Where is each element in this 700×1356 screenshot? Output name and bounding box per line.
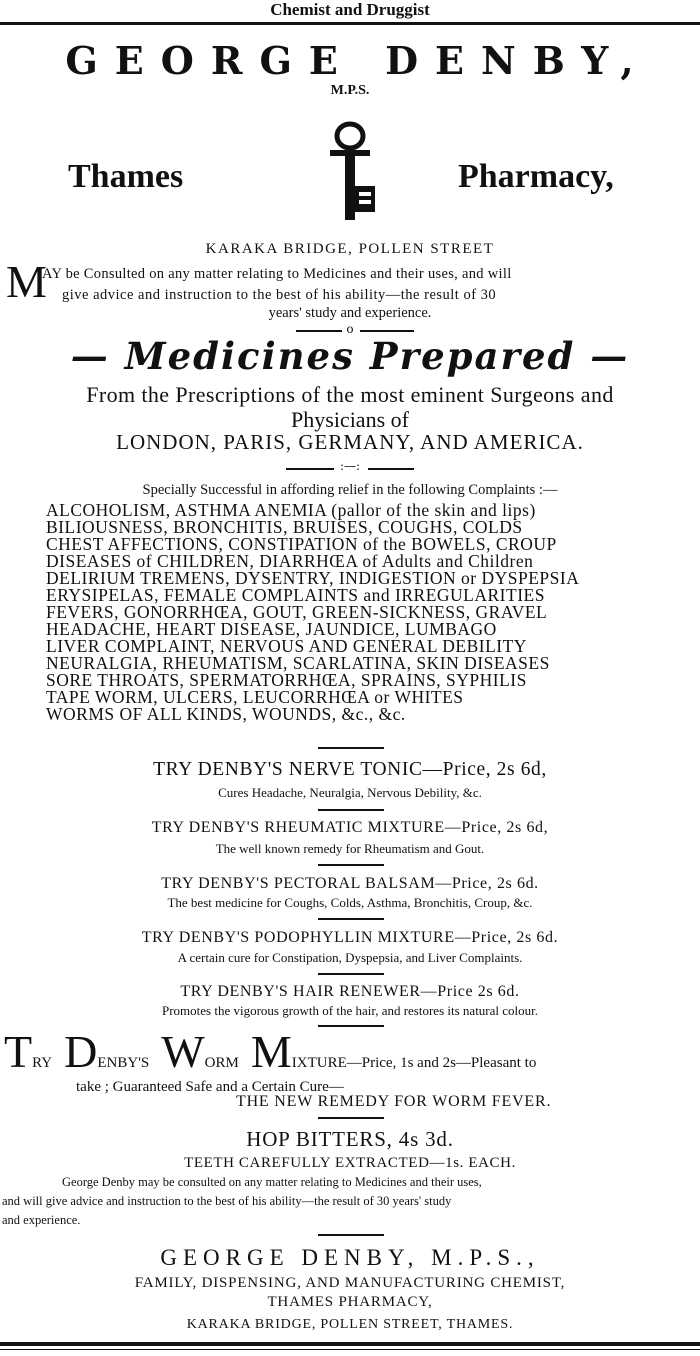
footer-line-3: KARAKA BRIDGE, POLLEN STREET, THAMES.	[186, 1317, 514, 1332]
key-icon	[324, 120, 380, 230]
pharmacy-name-left: Thames	[68, 158, 184, 195]
bottom-rule-thin	[0, 1349, 700, 1350]
rule-footer	[318, 1234, 384, 1236]
bottom-rule	[0, 1342, 700, 1346]
hair-renewer-title: TRY DENBY'S HAIR RENEWER—Price 2s 6d.	[180, 983, 520, 1000]
intro-line-1: AY be Consulted on any matter relating to Medicines and their uses, and will	[42, 266, 512, 282]
divider-1-mark: o	[346, 322, 354, 336]
divider-2-mark: :—:	[339, 459, 361, 473]
footer-name: GEORGE DENBY, M.P.S.,	[160, 1245, 540, 1270]
divider-2-right	[368, 468, 414, 470]
consult-line-1: George Denby may be consulted on any matter relating to Medicines and their uses,	[62, 1175, 482, 1189]
hop-bitters-title: HOP BITTERS, 4s 3d.	[246, 1127, 454, 1151]
section-header: Chemist and Druggist	[270, 0, 430, 19]
complaints-intro: Specially Successful in affording relief in the following Complaints :—	[142, 482, 558, 498]
intro-line-3: years' study and experience.	[268, 305, 432, 321]
rheumatic-desc: The well known remedy for Rheumatism and Gout.	[215, 841, 485, 856]
complaint-line: TAPE WORM, ULCERS, LEUCORRHŒA or WHITES	[46, 687, 464, 707]
worm-cap-t: T	[4, 1026, 33, 1077]
worm-word-ry: RY	[32, 1055, 53, 1071]
worm-mixture-line-1	[4, 1026, 537, 1077]
podophyllin-desc: A certain cure for Constipation, Dyspepsia, and Liver Complaints.	[177, 950, 523, 965]
worm-cap-d: D	[64, 1026, 98, 1077]
complaint-line: HEADACHE, HEART DISEASE, JAUNDICE, LUMBAGO	[46, 619, 497, 639]
worm-mixture-line-3: THE NEW REMEDY FOR WORM FEVER.	[236, 1093, 552, 1110]
complaint-line: DISEASES of CHILDREN, DIARRHŒA of Adults and Children	[46, 551, 534, 571]
worm-mixture-line-2: take ; Guaranteed Safe and a Certain Cure—	[76, 1079, 344, 1095]
teeth-extraction: TEETH CAREFULLY EXTRACTED—1s. EACH.	[184, 1155, 516, 1171]
divider-1-right	[360, 330, 414, 332]
rule-nerve	[318, 809, 384, 811]
rule-pectoral	[318, 918, 384, 920]
complaint-line: CHEST AFFECTIONS, CONSTIPATION of the BOWELS, CROUP	[46, 534, 557, 554]
complaint-line: ALCOHOLISM, ASTHMA ANEMIA (pallor of the skin and lips)	[46, 500, 536, 520]
rule-podophyllin	[318, 973, 384, 975]
proprietor-name: GEORGE DENBY,	[65, 38, 651, 83]
worm-word-orm: ORM	[204, 1055, 239, 1071]
podophyllin-title: TRY DENBY'S PODOPHYLLIN MIXTURE—Price, 2s 6d.	[141, 929, 559, 946]
pharmacy-name-right: Pharmacy,	[458, 158, 614, 195]
nerve-tonic-title: TRY DENBY'S NERVE TONIC—Price, 2s 6d,	[153, 759, 547, 780]
pectoral-title: TRY DENBY'S PECTORAL BALSAM—Price, 2s 6d.	[161, 875, 539, 892]
rule-worm	[318, 1117, 384, 1119]
top-rule	[0, 22, 700, 25]
complaint-line: SORE THROATS, SPERMATORRHŒA, SPRAINS, SYPHILIS	[46, 670, 527, 690]
complaint-line: LIVER COMPLAINT, NERVOUS AND GENERAL DEBILITY	[46, 636, 527, 656]
hair-renewer-desc: Promotes the vigorous growth of the hair, and restores its natural colour.	[161, 1003, 539, 1018]
medicines-heading: — Medicines Prepared —	[70, 334, 630, 378]
worm-word-enbys: ENBY'S	[97, 1055, 150, 1071]
pectoral-desc: The best medicine for Coughs, Colds, Asthma, Bronchitis, Croup, &c.	[167, 895, 533, 910]
complaints-list	[46, 502, 696, 723]
footer-line-2: THAMES PHARMACY,	[267, 1294, 433, 1310]
rule-rheumatic	[318, 864, 384, 866]
complaint-line: ERYSIPELAS, FEMALE COMPLAINTS and IRREGULARITIES	[46, 585, 545, 605]
prescriptions-line-1: From the Prescriptions of the most eminent Surgeons and	[86, 382, 614, 407]
worm-cap-m: M	[250, 1026, 292, 1077]
complaint-line: NEURALGIA, RHEUMATISM, SCARLATINA, SKIN DISEASES	[46, 653, 550, 673]
prescriptions-line-3: LONDON, PARIS, GERMANY, AND AMERICA.	[116, 430, 584, 454]
worm-cap-w: W	[161, 1026, 205, 1077]
intro-dropcap: M	[6, 256, 47, 307]
consult-line-2: and will give advice and instruction to the best of his ability—the result of 30 years' study	[2, 1194, 452, 1208]
complaint-line: WORMS OF ALL KINDS, WOUNDS, &c., &c.	[46, 704, 406, 724]
complaint-line: BILIOUSNESS, BRONCHITIS, BRUISES, COUGHS, COLDS	[46, 517, 523, 537]
prescriptions-line-2: Physicians of	[291, 407, 409, 432]
rheumatic-title: TRY DENBY'S RHEUMATIC MIXTURE—Price, 2s 6d,	[151, 819, 549, 836]
footer-line-1: FAMILY, DISPENSING, AND MANUFACTURING CHEMIST,	[134, 1275, 566, 1291]
proprietor-credentials: M.P.S.	[330, 83, 370, 98]
rule-hair	[318, 1025, 384, 1027]
address: KARAKA BRIDGE, POLLEN STREET	[205, 241, 495, 257]
complaint-line: FEVERS, GONORRHŒA, GOUT, GREEN-SICKNESS, GRAVEL	[46, 602, 548, 622]
consult-line-3: and experience.	[2, 1213, 81, 1227]
nerve-tonic-desc: Cures Headache, Neuralgia, Nervous Debility, &c.	[218, 785, 482, 800]
complaint-line: DELIRIUM TREMENS, DYSENTRY, INDIGESTION or DYSPEPSIA	[46, 568, 580, 588]
worm-word-ixture: IXTURE—Price, 1s and 2s—Pleasant to	[291, 1055, 537, 1071]
intro-line-2: give advice and instruction to the best of his ability—the result of 30	[62, 287, 497, 303]
rule-complaints	[318, 747, 384, 749]
